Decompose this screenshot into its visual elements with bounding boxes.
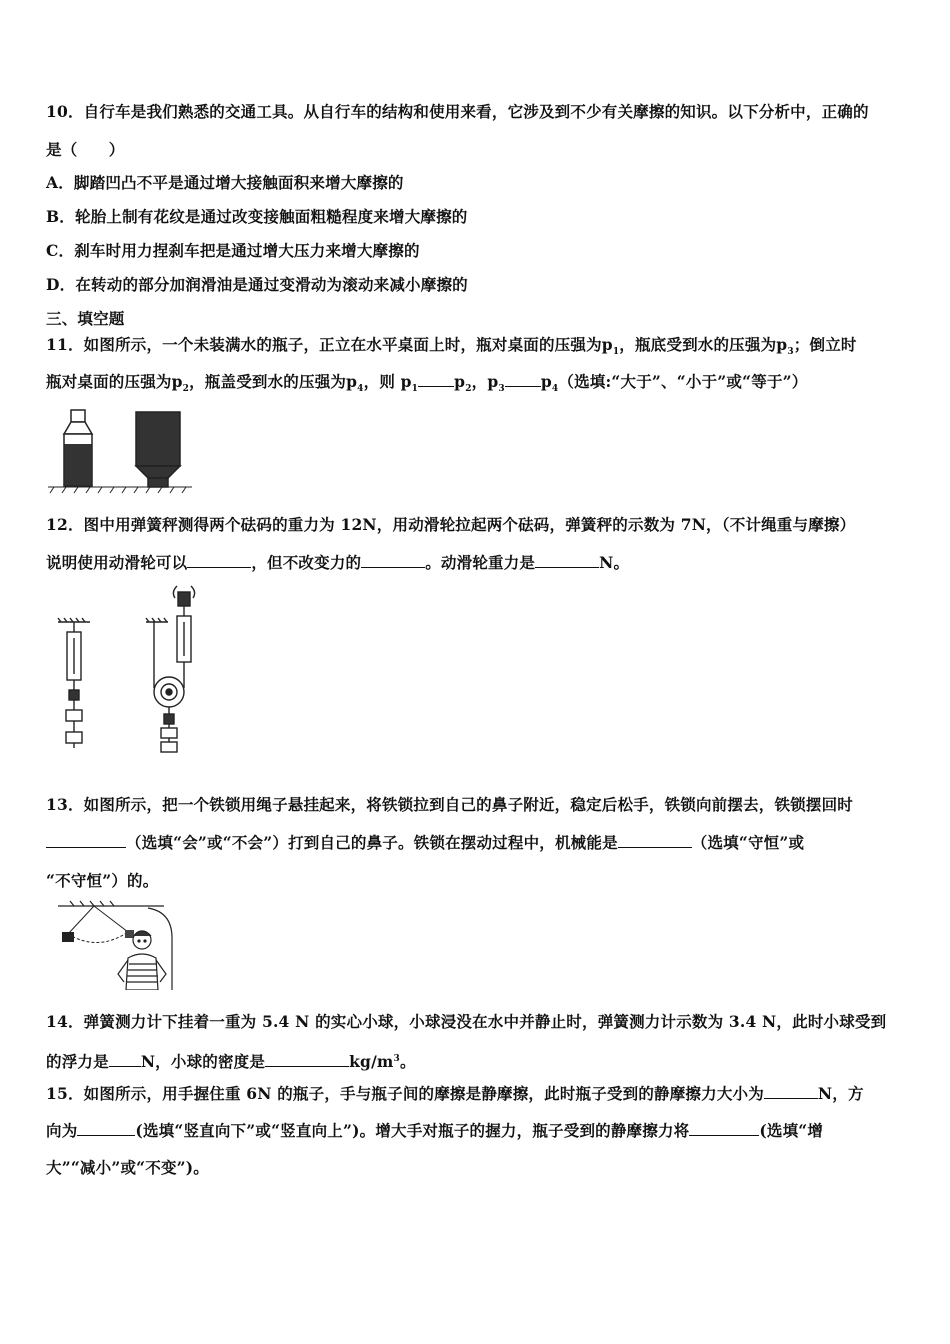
section-title-fill-blank: 三、填空题 xyxy=(46,309,125,328)
q14-line2: 的浮力是 N，小球的密度是 $kg/m^3$。 xyxy=(46,1052,416,1072)
q15-line2: 向为 (选填“竖直向下”或“竖直向上”)。增大手对瓶子的握力，瓶子受到的静摩擦力将 (选填“增 xyxy=(46,1121,824,1140)
iron-lock-right xyxy=(125,930,134,938)
q10-option-b: B．轮胎上制有花纹是通过改变接触面粗糙程度来增大摩擦的 xyxy=(46,207,468,226)
q10-option-a: A．脚踏凹凸不平是通过增大接触面积来增大摩擦的 xyxy=(46,173,404,192)
q13-blank-1[interactable] xyxy=(46,833,126,848)
q13-line3: “不守恒”）的。 xyxy=(46,871,159,890)
q14-blank-1[interactable] xyxy=(109,1052,141,1067)
inverted-bottle xyxy=(136,412,180,487)
q14-line1: 14．弹簧测力计下挂着一重为 5.4 N 的实心小球，小球浸没在水中并静止时，弹簧测力计示数为 3.4 N，此时小球受到 xyxy=(46,1012,887,1031)
pendulum-strings xyxy=(68,906,128,943)
q13-line1: 13．如图所示，把一个铁锁用绳子悬挂起来，将铁锁拉到自己的鼻子附近，稳定后松手，铁锁向前摆去，铁锁摆回时 xyxy=(46,795,853,814)
q14-blank-2[interactable] xyxy=(265,1052,349,1067)
iron-lock-left xyxy=(62,932,74,942)
q12-line2: 说明使用动滑轮可以 ，但不改变力的 。动滑轮重力是 N。 xyxy=(46,553,630,572)
q15-line1: 15．如图所示，用手握住重 6N 的瓶子，手与瓶子间的摩擦是静摩擦，此时瓶子受到的静摩擦力大小为 N，方 xyxy=(46,1084,864,1103)
person-figure xyxy=(118,908,172,990)
q10-option-c: C．刹车时用力捏刹车把是通过增大压力来增大摩擦的 xyxy=(46,241,420,260)
q11-blank-2[interactable] xyxy=(505,372,541,387)
q11-line2: 瓶对桌面的压强为$p_2$，瓶盖受到水的压强为$p_4$，则 $p_1$ $p_2$，$p_3$ $p_4$（选填:“大于”、“小于”或“等于”） xyxy=(46,372,808,395)
q13-line2: （选填“会”或“不会”）打到自己的鼻子。铁锁在摆动过程中，机械能是 （选填“守恒”或 xyxy=(46,833,804,853)
q11-line1: 11．如图所示，一个未装满水的瓶子，正立在水平桌面上时，瓶对桌面的压强为$p_1$，瓶底受到水的压强为$p_3$；倒立时 xyxy=(46,335,857,358)
q12-blank-3[interactable] xyxy=(535,553,599,568)
q11-bottles-figure xyxy=(44,404,194,496)
movable-pulley-setup xyxy=(146,586,195,752)
q15-blank-2[interactable] xyxy=(77,1121,135,1136)
q12-blank-2[interactable] xyxy=(361,553,425,568)
q10-stem-line2: 是（ ） xyxy=(46,140,125,159)
upright-bottle xyxy=(64,410,92,486)
q13-blank-2[interactable] xyxy=(618,833,692,848)
q13-pendulum-figure xyxy=(54,898,174,990)
spring-scale-setup xyxy=(58,618,90,748)
q15-line3: 大”“减小”或“不变”)。 xyxy=(46,1158,210,1177)
q15-blank-1[interactable] xyxy=(764,1084,818,1099)
q15-blank-3[interactable] xyxy=(689,1121,759,1136)
q10-option-d: D．在转动的部分加润滑油是通过变滑动为滚动来减小摩擦的 xyxy=(46,275,468,294)
q10-stem-line1: 10．自行车是我们熟悉的交通工具。从自行车的结构和使用来看，它涉及到不少有关摩擦的知识。以下分析中，正确的 xyxy=(46,102,869,121)
ceiling xyxy=(58,901,164,906)
q11-blank-1[interactable] xyxy=(418,372,454,387)
table-surface xyxy=(48,487,192,493)
q12-blank-1[interactable] xyxy=(187,553,251,568)
q12-pulley-figure xyxy=(50,582,210,754)
q12-line1: 12．图中用弹簧秤测得两个砝码的重力为 12N，用动滑轮拉起两个砝码，弹簧秤的示数为 7N，（不计绳重与摩擦） xyxy=(46,515,856,534)
